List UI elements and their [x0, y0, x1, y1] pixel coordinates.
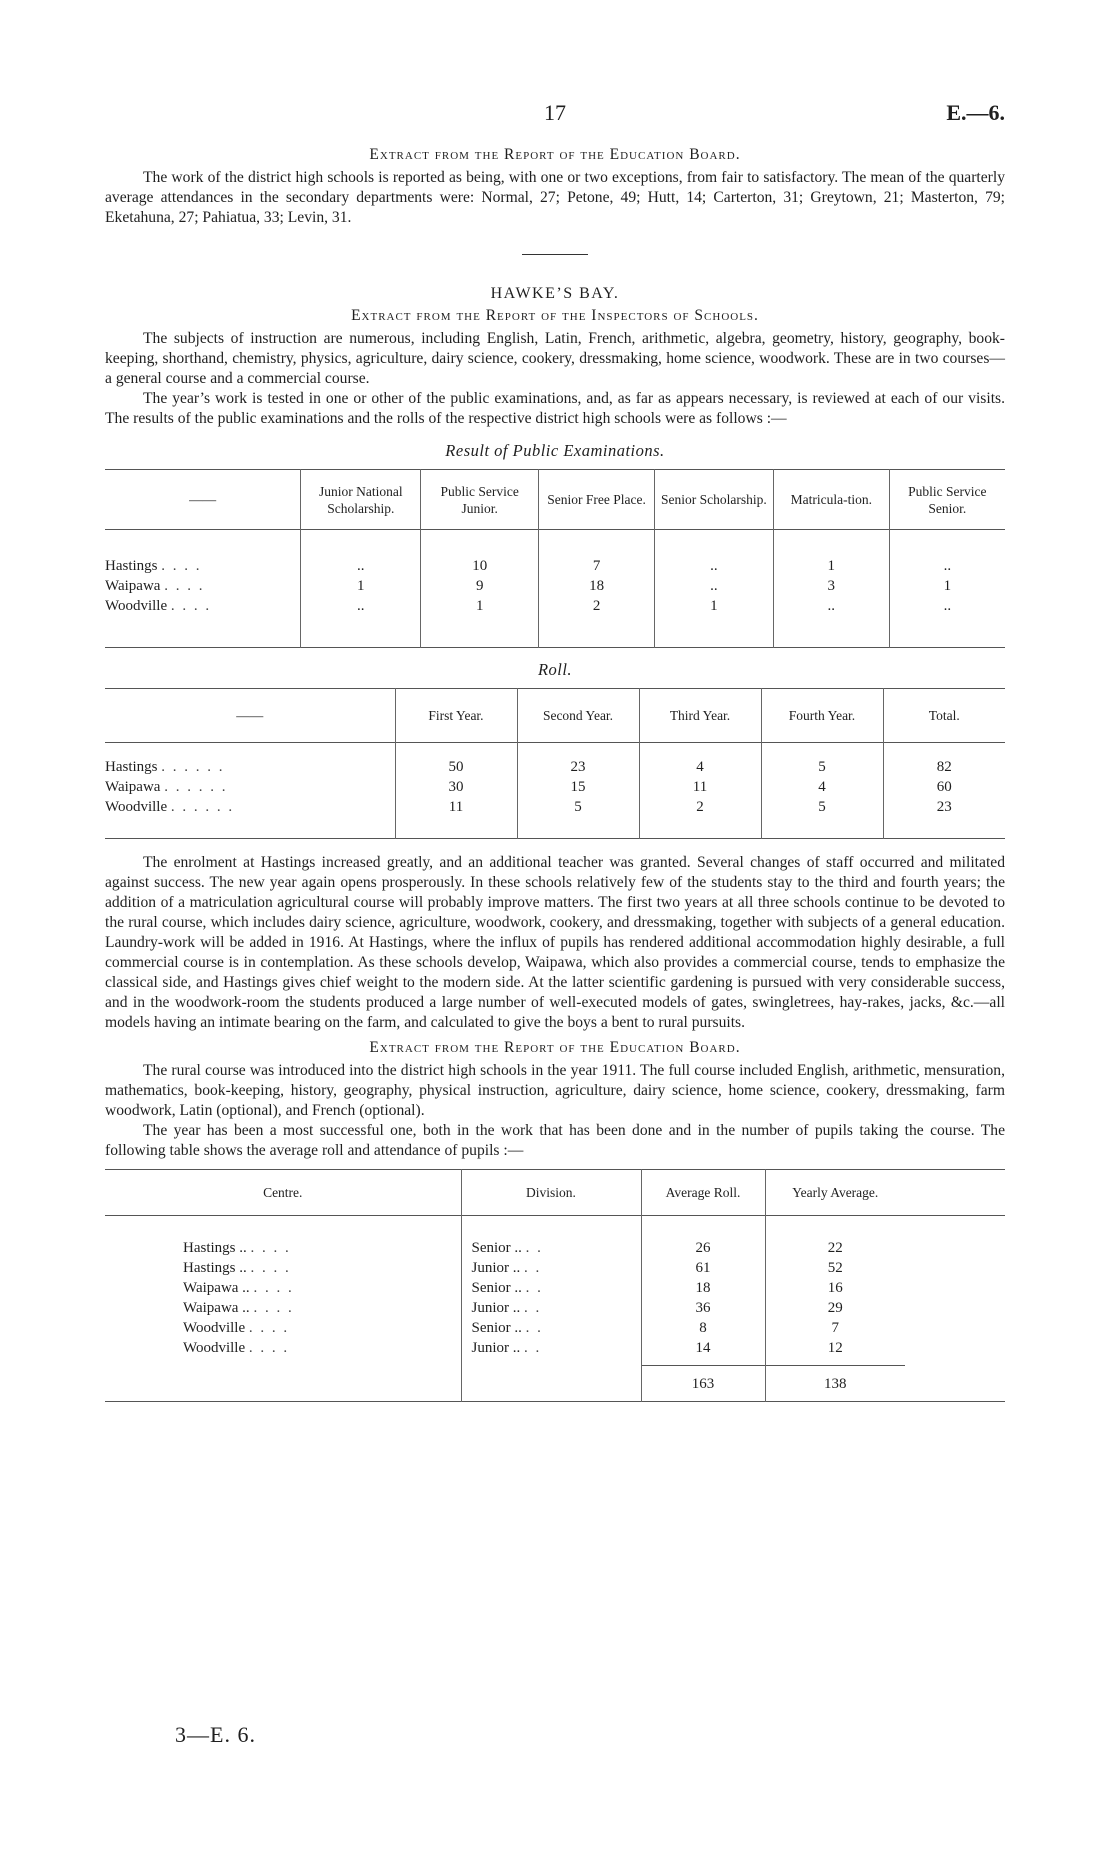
- table-cell: 22: [765, 1238, 905, 1258]
- table-cell: 5: [761, 757, 883, 777]
- paragraph: The rural course was introduced into the district high schools in the year 1911. The full course included English, arithmetic, mensuration, mathematics, book-keeping, history, geography, physical instruction, agriculture, dairy science, home science, cookery, dressmaking, farm woodwork, Latin (optional), and French (optional).: [105, 1062, 1005, 1119]
- table-cell: 9: [421, 576, 539, 596]
- table-row: [105, 797, 1005, 817]
- table-cell: ..: [654, 556, 773, 576]
- attendance-table: [105, 1169, 1005, 1402]
- leader-dots: . .: [525, 1279, 543, 1296]
- row-label: Woodville: [105, 597, 168, 614]
- table-cell: 5: [761, 797, 883, 817]
- table-corner: ——: [236, 708, 264, 723]
- column-header: Division.: [461, 1170, 641, 1216]
- table-row: [105, 1298, 1005, 1318]
- division-label: Junior ..: [471, 1259, 521, 1276]
- section-divider: [522, 254, 588, 255]
- row-label: Waipawa ..: [183, 1299, 250, 1316]
- row-label: Hastings ..: [183, 1239, 247, 1256]
- table-cell: 4: [639, 757, 761, 777]
- section-heading: Extract from the Report of the Education Board.: [369, 1039, 741, 1056]
- table-cell: 14: [641, 1338, 765, 1358]
- page-signature: 3—E. 6.: [175, 1722, 256, 1747]
- leader-dots: . . . . . .: [164, 778, 228, 795]
- section-heading: Extract from the Report of the Education Board.: [369, 146, 741, 163]
- row-label: Woodville: [183, 1319, 246, 1336]
- table-cell: ..: [301, 596, 421, 616]
- leader-dots: . . . .: [250, 1239, 291, 1256]
- table-cell: 4: [761, 777, 883, 797]
- row-label: Hastings: [105, 758, 158, 775]
- table-cell: 8: [641, 1318, 765, 1338]
- table-cell: ..: [301, 556, 421, 576]
- total-roll: 163: [641, 1366, 765, 1402]
- leader-dots: . .: [524, 1339, 542, 1356]
- leader-dots: . . . .: [164, 577, 205, 594]
- column-header: First Year.: [395, 689, 517, 743]
- table-cell: 36: [641, 1298, 765, 1318]
- column-header: Yearly Average.: [765, 1170, 905, 1216]
- division-label: Senior ..: [471, 1319, 522, 1336]
- table-cell: 2: [639, 797, 761, 817]
- table-cell: ..: [654, 576, 773, 596]
- table-cell: ..: [889, 556, 1005, 576]
- paragraph: The subjects of instruction are numerous, including English, Latin, French, arithmetic, algebra, geometry, history, geography, book-keeping, shorthand, chemistry, physics, agriculture, dairy science, cookery, dressmaking, home science, woodwork. These are in two courses—a general course and a commercial course.: [105, 330, 1005, 387]
- leader-dots: . .: [524, 1299, 542, 1316]
- total-average: 138: [765, 1366, 905, 1402]
- table-row: [105, 576, 1005, 596]
- table-cell: 18: [641, 1278, 765, 1298]
- paragraph: The enrolment at Hastings increased greatly, and an additional teacher was granted. Several changes of staff occurred and militated against success. The new year again opens prosperously. In these schools relatively few of the students stay to the third and fourth years; the addition of a matriculation agricultural course will probably improve matters. The first two years at all three schools continue to be devoted to the rural course, which includes dairy science, agriculture, woodwork, cookery, and dressmaking, together with subjects of a general education. Laundry-work will be added in 1916. At Hastings, where the influx of pupils has rendered additional accommodation highly desirable, a full commercial course is in contemplation. As these schools develop, Waipawa, which also provides a commercial course, tends to emphasize the classical side, and Hastings gives chief weight to the modern side. At the latter scientific gardening is pursued with very considerable success, and in the woodwork-room the students produced a large number of well-executed models of gates, swingletrees, hay-rakes, jacks, &c.—all models having an intimate bearing on the farm, and calculated to give the boys a bent to rural pursuits.: [105, 854, 1005, 1031]
- table-cell: 1: [654, 596, 773, 616]
- column-header: Junior National Scholarship.: [301, 470, 421, 530]
- table-cell: 10: [421, 556, 539, 576]
- table-cell: ..: [889, 596, 1005, 616]
- roll-table: [105, 688, 1005, 839]
- row-label: Hastings: [105, 557, 158, 574]
- row-label: Hastings ..: [183, 1259, 247, 1276]
- table-row: [105, 556, 1005, 576]
- table-cell: 3: [773, 576, 889, 596]
- table-cell: 52: [765, 1258, 905, 1278]
- division-label: Senior ..: [471, 1239, 522, 1256]
- table-cell: 1: [421, 596, 539, 616]
- table-row: [105, 757, 1005, 777]
- table-row: [105, 777, 1005, 797]
- paragraph: The year has been a most successful one, both in the work that has been done and in the number of pupils taking the course. The following table shows the average roll and attendance of pupils :—: [105, 1122, 1005, 1159]
- column-header: Matricula-tion.: [773, 470, 889, 530]
- table-cell: 7: [539, 556, 655, 576]
- table-header-row: [105, 470, 1005, 530]
- leader-dots: . .: [524, 1259, 542, 1276]
- table-cell: 11: [639, 777, 761, 797]
- column-header: Total.: [883, 689, 1005, 743]
- paragraph: The year’s work is tested in one or other of the public examinations, and, as far as appears necessary, is reviewed at each of our visits. The results of the public examinations and the rolls of the respective district high schools were as follows :—: [105, 390, 1005, 427]
- table-cell: 2: [539, 596, 655, 616]
- table-cell: 18: [539, 576, 655, 596]
- table-caption: Result of Public Examinations.: [445, 441, 665, 460]
- table-row: [105, 1278, 1005, 1298]
- table-cell: 11: [395, 797, 517, 817]
- leader-dots: . . . .: [253, 1279, 294, 1296]
- leader-dots: . . . .: [250, 1259, 291, 1276]
- table-cell: 26: [641, 1238, 765, 1258]
- table-cell: 12: [765, 1338, 905, 1358]
- table-cell: 30: [395, 777, 517, 797]
- table-cell: 23: [883, 797, 1005, 817]
- leader-dots: . . . .: [161, 557, 202, 574]
- table-header-row: [105, 1170, 1005, 1216]
- table-cell: 1: [889, 576, 1005, 596]
- table-corner: ——: [189, 492, 217, 507]
- exam-results-table: [105, 469, 1005, 648]
- table-row: [105, 1258, 1005, 1278]
- division-label: Senior ..: [471, 1279, 522, 1296]
- column-header: Senior Free Place.: [539, 470, 655, 530]
- leader-dots: . . . .: [248, 1339, 290, 1356]
- row-label: Waipawa: [105, 577, 161, 594]
- page-header: [105, 100, 1005, 140]
- column-header: Average Roll.: [641, 1170, 765, 1216]
- leader-dots: . . . . . .: [161, 758, 225, 775]
- division-label: Junior ..: [471, 1339, 521, 1356]
- column-header: Third Year.: [639, 689, 761, 743]
- paragraph: The work of the district high schools is reported as being, with one or two exceptions, from fair to satisfactory. The mean of the quarterly average attendances in the secondary departments were: Normal, 27; Petone, 49; Hutt, 14; Carterton, 31; Greytown, 21; Masterton, 79; Eketahuna, 27; Pahiatua, 33; Levin, 31.: [105, 169, 1005, 226]
- division-label: Junior ..: [471, 1299, 521, 1316]
- table-cell: 1: [773, 556, 889, 576]
- table-cell: 16: [765, 1278, 905, 1298]
- table-cell: 15: [517, 777, 639, 797]
- column-header: Public Service Senior.: [889, 470, 1005, 530]
- column-header: Centre.: [263, 1185, 303, 1200]
- totals-row: [105, 1366, 1005, 1402]
- table-cell: 82: [883, 757, 1005, 777]
- table-row: [105, 1238, 1005, 1258]
- section-heading: Extract from the Report of the Inspectors of Schools.: [351, 307, 759, 324]
- leader-dots: . .: [525, 1239, 543, 1256]
- column-header: Public Service Junior.: [421, 470, 539, 530]
- leader-dots: . .: [525, 1319, 543, 1336]
- leader-dots: . . . .: [253, 1299, 294, 1316]
- column-header: Fourth Year.: [761, 689, 883, 743]
- table-cell: 50: [395, 757, 517, 777]
- document-page: [105, 100, 1005, 1402]
- table-cell: 23: [517, 757, 639, 777]
- leader-dots: . . . .: [248, 1319, 290, 1336]
- table-row: [105, 1318, 1005, 1338]
- region-title: HAWKE’S BAY.: [490, 285, 620, 302]
- table-header-row: [105, 689, 1005, 743]
- column-header: Senior Scholarship.: [654, 470, 773, 530]
- table-row: [105, 596, 1005, 616]
- leader-dots: . . . .: [170, 597, 212, 614]
- row-label: Woodville: [105, 798, 168, 815]
- table-caption: Roll.: [537, 660, 573, 679]
- row-label: Woodville: [183, 1339, 246, 1356]
- table-cell: 60: [883, 777, 1005, 797]
- column-header: Second Year.: [517, 689, 639, 743]
- leader-dots: . . . . . .: [170, 798, 235, 815]
- table-cell: 5: [517, 797, 639, 817]
- table-cell: 29: [765, 1298, 905, 1318]
- row-label: Waipawa ..: [183, 1279, 250, 1296]
- row-label: Waipawa: [105, 778, 161, 795]
- table-row: [105, 1338, 1005, 1358]
- table-cell: ..: [773, 596, 889, 616]
- page-number: 17: [544, 100, 566, 125]
- document-reference: E.—6.: [946, 100, 1005, 125]
- table-cell: 7: [765, 1318, 905, 1338]
- table-cell: 61: [641, 1258, 765, 1278]
- table-cell: 1: [301, 576, 421, 596]
